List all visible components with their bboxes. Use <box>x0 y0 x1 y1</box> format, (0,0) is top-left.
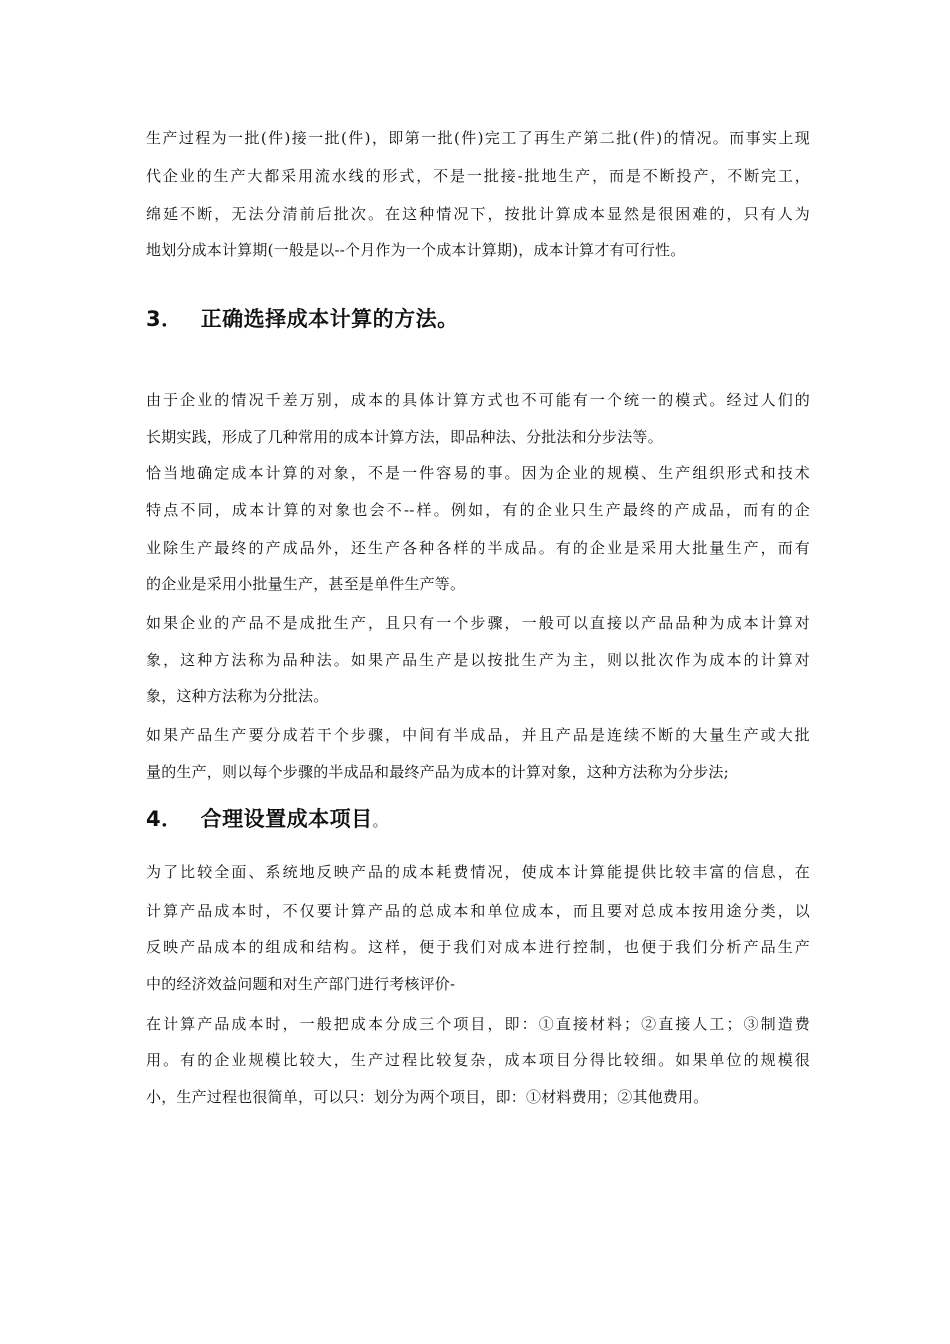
text-line: 长期实践，形成了几种常用的成本计算方法，即品种法、分批法和分步法等。 <box>146 428 663 446</box>
text-line: 反映产品成本的组成和结构。这样，便于我们对成本进行控制，也便于我们分析产品生产 <box>146 938 810 956</box>
text-line: 如果企业的产品不是成批生产，且只有一个步骤，一般可以直接以产品品种为成本计算对 <box>146 614 810 632</box>
text-line: 量的生产，则以每个步骤的半成品和最终产品为成本的计算对象，这种方法称为分步法; <box>146 763 729 781</box>
text-line: 为了比较全面、系统地反映产品的成本耗费情况，使成本计算能提供比较丰富的信息，在 <box>146 863 810 881</box>
text-line: 恰当地确定成本计算的对象，不是一件容易的事。因为企业的规模、生产组织形式和技术 <box>146 464 810 482</box>
section-number: 3． <box>146 307 183 331</box>
text-line: 生产过程为一批(件)接一批(件)，即第一批(件)完工了再生产第二批(件)的情况。而事实上现 <box>146 129 810 147</box>
text-line: 业除生产最终的产成品外，还生产各种各样的半成品。有的企业是采用大批量生产，而有 <box>146 539 810 557</box>
section-number: 4． <box>146 807 183 831</box>
text-line: 绵延不断，无法分清前后批次。在这种情况下，按批计算成本显然是很困难的，只有人为 <box>146 205 810 223</box>
text-line: 计算产品成本时，不仅要计算产品的总成本和单位成本，而且要对总成本按用途分类，以 <box>146 902 810 920</box>
text-line: 地划分成本计算期(一般是以--个月作为一个成本计算期)，成本计算才有可行性。 <box>146 241 686 259</box>
text-line: 象，这种方法称为品种法。如果产品生产是以按批生产为主，则以批次作为成本的计算对 <box>146 651 810 669</box>
text-line: 由于企业的情况千差万别，成本的具体计算方式也不可能有一个统一的模式。经过人们的 <box>146 391 810 409</box>
text-line: 的企业是采用小批量生产，甚至是单件生产等。 <box>146 575 466 593</box>
section-title: 合理设置成本项目 <box>200 807 373 831</box>
text-line: 用。有的企业规模比较大，生产过程比较复杂，成本项目分得比较细。如果单位的规模很 <box>146 1051 810 1069</box>
text-line: 如果产品生产要分成若干个步骤，中间有半成品，并且产品是连续不断的大量生产或大批 <box>146 726 810 744</box>
text-line: 象，这种方法称为分批法。 <box>146 687 329 705</box>
section-4-heading <box>146 805 388 835</box>
text-line: 特点不同，成本计算的对象也会不--样。例如，有的企业只生产最终的产成品，而有的企 <box>146 501 810 519</box>
text-line: 中的经济效益问题和对生产部门进行考核评价- <box>146 975 456 993</box>
section-3-heading <box>146 305 459 333</box>
text-line: 代企业的生产大都采用流水线的形式，不是一批接-批地生产，而是不断投产，不断完工， <box>146 167 810 185</box>
section-title-period: 。 <box>372 812 389 830</box>
text-line: 在计算产品成本时，一般把成本分成三个项目，即：①直接材料；②直接人工；③制造费 <box>146 1015 810 1033</box>
section-title: 正确选择成本计算的方法。 <box>200 307 459 331</box>
text-line: 小，生产过程也很简单，可以只：划分为两个项目，即：①材料费用；②其他费用。 <box>146 1088 709 1106</box>
